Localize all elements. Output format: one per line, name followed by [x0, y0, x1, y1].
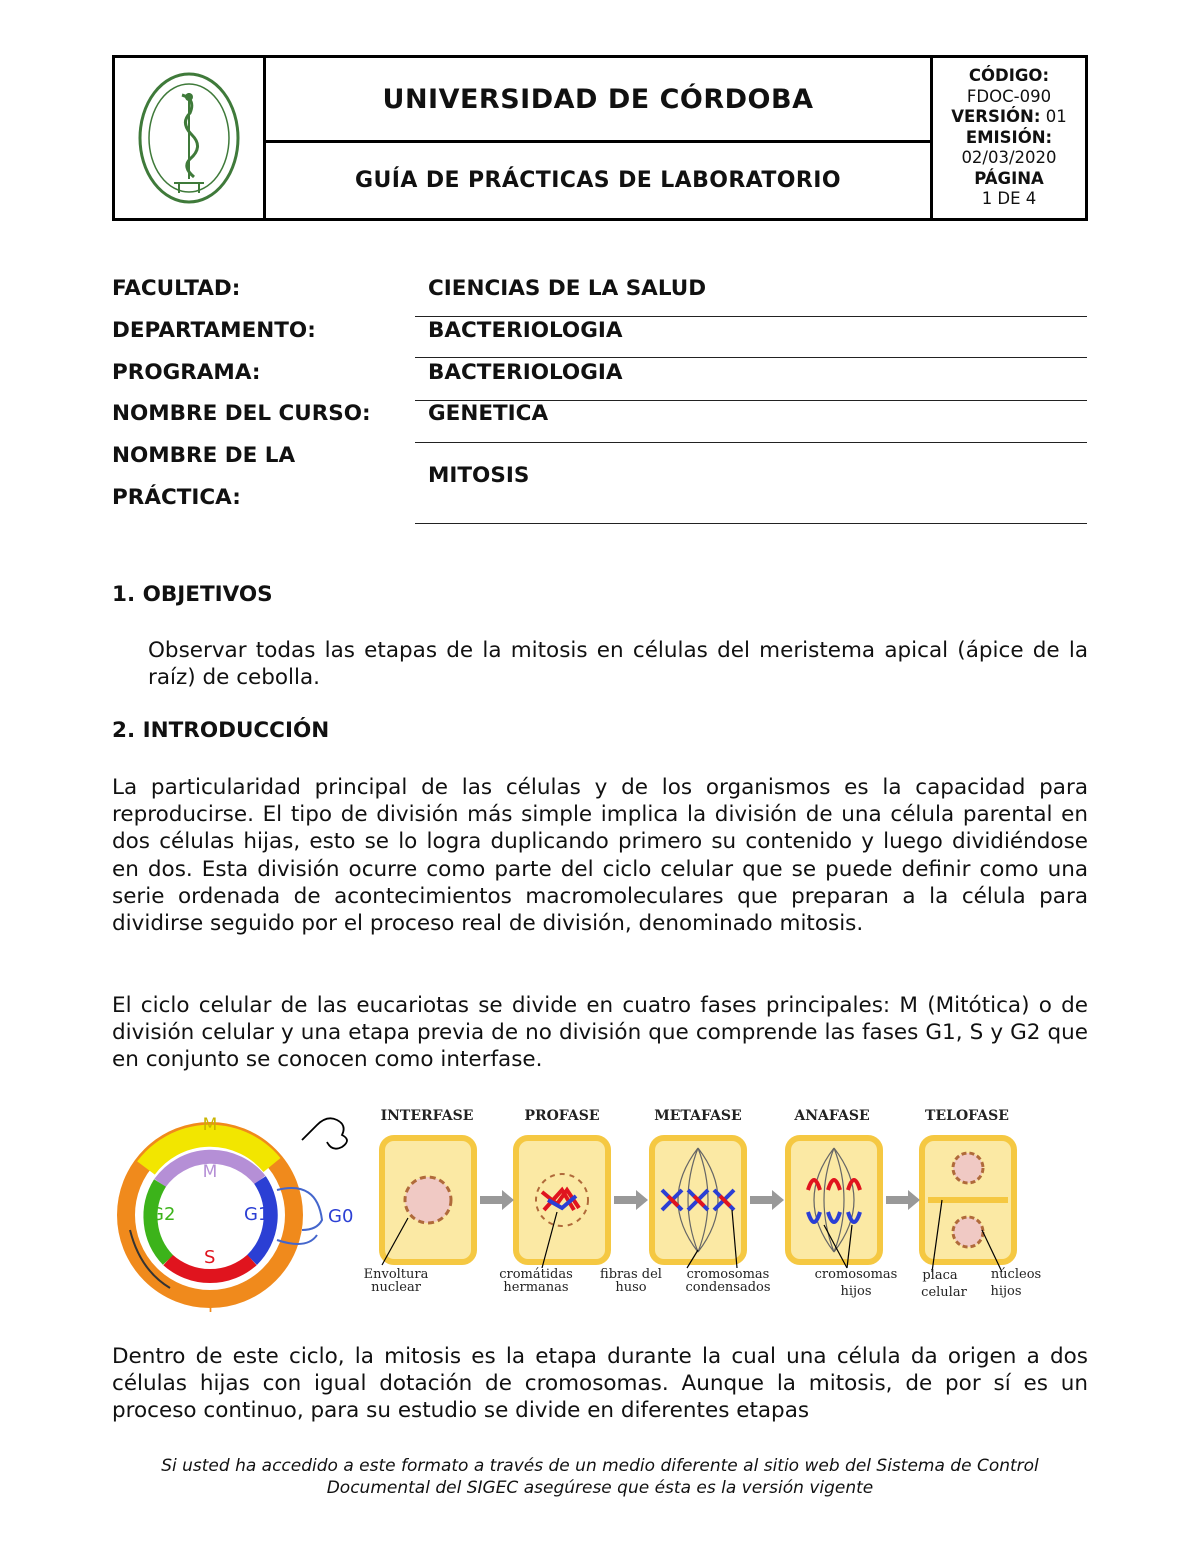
- label-cromatidas-2: hermanas: [503, 1280, 569, 1295]
- pagina-value: 1 DE 4: [981, 189, 1037, 209]
- practica-label-line1: NOMBRE DE LA: [112, 443, 296, 468]
- label-cromosomas-hijos-2: hijos: [840, 1284, 872, 1299]
- departamento-label: DEPARTAMENTO:: [112, 318, 316, 343]
- emision-value: 02/03/2020: [961, 148, 1057, 168]
- version-label: VERSIÓN:: [951, 107, 1041, 127]
- facultad-label: FACULTAD:: [112, 276, 241, 301]
- emision-label: EMISIÓN:: [965, 127, 1053, 147]
- label-nucleos-2: hijos: [990, 1284, 1022, 1299]
- footer-line-1: Si usted ha accedido a este formato a través de un medio diferente al sitio web del Sistema de Control: [161, 1456, 1039, 1476]
- phase-label-anafase: ANAFASE: [794, 1108, 870, 1124]
- codigo-label: CÓDIGO:: [968, 66, 1050, 86]
- cell-metafase: [652, 1138, 744, 1262]
- phase-label-profase: PROFASE: [524, 1108, 600, 1124]
- university-seal-icon: [134, 67, 244, 209]
- guide-title: GUÍA DE PRÁCTICAS DE LABORATORIO: [355, 168, 841, 193]
- departamento-value: BACTERIOLOGIA: [428, 318, 623, 343]
- label-envoltura-1: Envoltura: [363, 1267, 429, 1282]
- cycle-label-m-inner: M: [202, 1162, 218, 1182]
- version-value: 01: [1045, 107, 1067, 127]
- codigo-value: FDOC-090: [966, 86, 1052, 106]
- page-footer: [0, 1455, 1200, 1499]
- cell-profase: [516, 1138, 608, 1262]
- cycle-label-g2: G2: [150, 1204, 176, 1225]
- pagina-label: PÁGINA: [974, 168, 1044, 188]
- label-cromosomas-condensados-2: condensados: [685, 1280, 771, 1295]
- practica-value: MITOSIS: [428, 463, 530, 488]
- phase-label-interfase: INTERFASE: [380, 1108, 474, 1124]
- label-cromosomas-condensados-1: cromosomas: [686, 1267, 770, 1282]
- label-fibras-2: huso: [615, 1280, 647, 1295]
- label-fibras-1: fibras del: [600, 1267, 662, 1282]
- phase-label-metafase: METAFASE: [654, 1108, 742, 1124]
- label-cromosomas-hijos-1: cromosomas: [814, 1267, 898, 1282]
- label-cromatidas-1: cromátidas: [499, 1267, 573, 1282]
- document-header: [112, 55, 1088, 221]
- divider: [415, 442, 1087, 443]
- phase-label-telofase: TELOFASE: [925, 1108, 1009, 1124]
- cycle-label-i: I: [208, 1297, 214, 1315]
- cycle-label-g0: G0: [328, 1206, 354, 1227]
- university-name: UNIVERSIDAD DE CÓRDOBA: [266, 58, 930, 143]
- arrow-right-icon: [614, 1190, 648, 1210]
- intro-paragraph-1: La particularidad principal de las células y de los organismos es la capacidad para reproducirse. El tipo de división más simple implica la división de una célula parental en dos células hijas, esto se lo logra duplicando primero su contenido y luego dividiéndose en dos. Esta división ocurre como parte del ciclo celular que se puede definir como una serie ordenada de acontecimientos macromoleculares que preparan a la célula para dividirse seguido por el proceso real de división, denominado mitosis.: [112, 775, 1088, 937]
- divider: [415, 523, 1087, 524]
- cycle-label-g1: G1: [244, 1204, 270, 1225]
- label-envoltura-2: nuclear: [371, 1280, 421, 1295]
- practica-label-line2: PRÁCTICA:: [112, 485, 241, 510]
- objetivos-text: Observar todas las etapas de la mitosis en células del meristema apical (ápice de la raíz) de cebolla.: [148, 638, 1088, 691]
- facultad-value: CIENCIAS DE LA SALUD: [428, 276, 707, 301]
- intro-paragraph-2: El ciclo celular de las eucariotas se divide en cuatro fases principales: M (Mitótica) o de división celular y una etapa previa de no división que comprende las fases G1, S y G2 que en conjunto se conocen como interfase.: [112, 993, 1088, 1073]
- label-placa-1: placa: [922, 1268, 958, 1283]
- cell-interfase: [382, 1138, 474, 1262]
- footer-line-2: Documental del SIGEC asegúrese que ésta es la versión vigente: [326, 1478, 874, 1498]
- programa-value: BACTERIOLOGIA: [428, 360, 623, 385]
- cell-cycle-diagram: [126, 1115, 353, 1315]
- arrow-right-icon: [886, 1190, 920, 1210]
- curso-value: GENETICA: [428, 401, 549, 426]
- cycle-label-s: S: [204, 1247, 216, 1268]
- label-nucleos-1: núcleos: [990, 1267, 1042, 1282]
- divider: [415, 357, 1087, 358]
- section-introduccion-title: 2. INTRODUCCIÓN: [112, 718, 330, 743]
- label-placa-2: celular: [921, 1285, 967, 1300]
- curso-label: NOMBRE DEL CURSO:: [112, 401, 371, 426]
- arrow-right-icon: [480, 1190, 514, 1210]
- divider: [415, 316, 1087, 317]
- programa-label: PROGRAMA:: [112, 360, 261, 385]
- document-metadata: [933, 58, 1085, 218]
- intro-paragraph-3: Dentro de este ciclo, la mitosis es la etapa durante la cual una célula da origen a dos células hijas con igual dotación de cromosomas. Aunque la mitosis, de por sí es un proceso continuo, para su estudio se divide en diferentes etapas: [112, 1344, 1088, 1424]
- arrow-right-icon: [750, 1190, 784, 1210]
- cycle-label-m-outer: M: [202, 1115, 218, 1135]
- section-objetivos-title: 1. OBJETIVOS: [112, 582, 273, 607]
- cell-cycle-figure: [112, 1100, 1072, 1315]
- university-logo: [115, 58, 266, 218]
